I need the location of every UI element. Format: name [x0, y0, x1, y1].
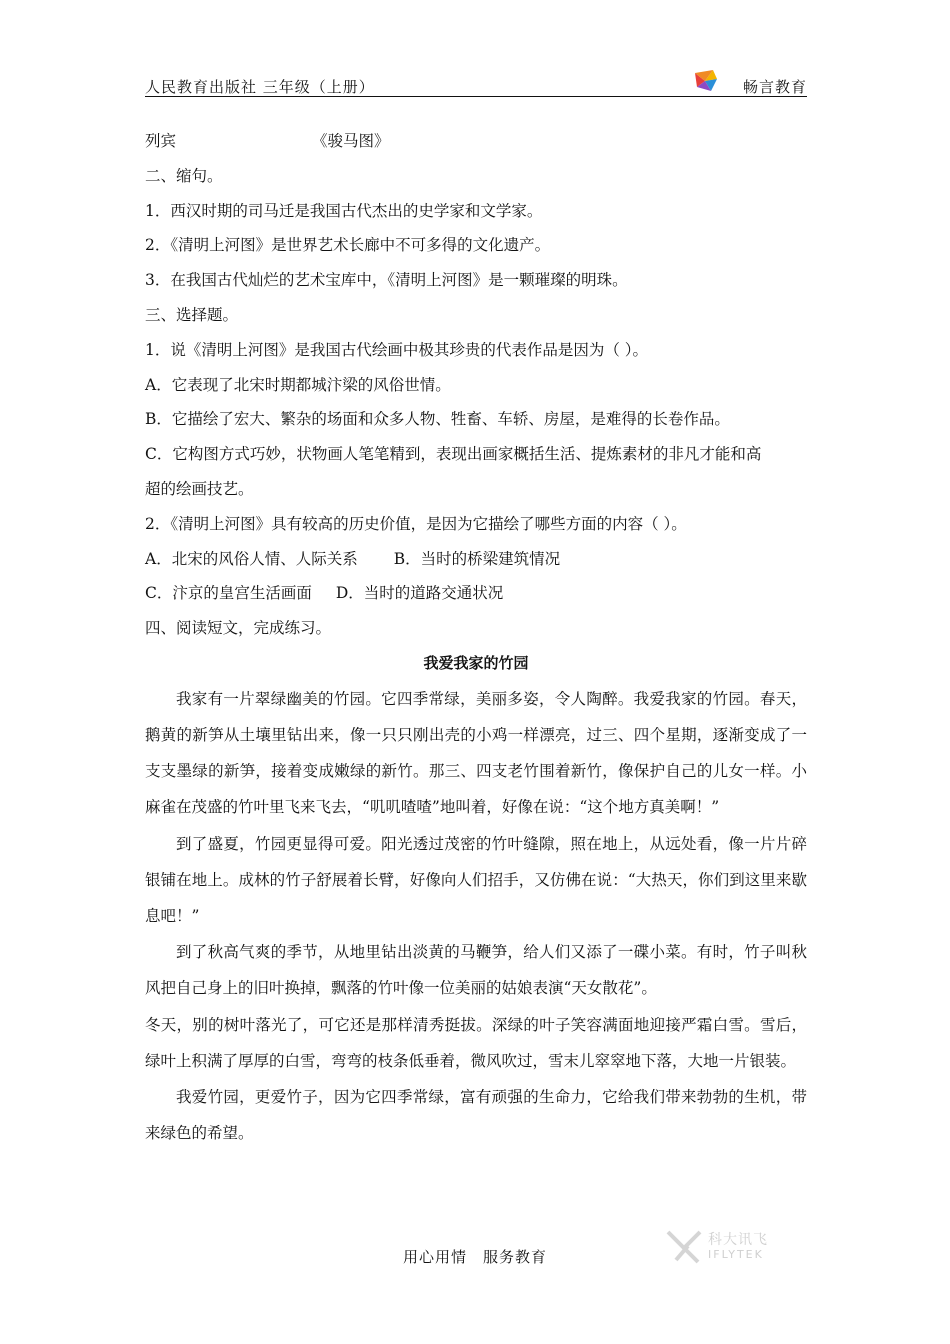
section-heading: 二、缩句。: [145, 166, 223, 185]
iflytek-watermark: [664, 1226, 788, 1268]
article-paragraph: 我家有一片翠绿幽美的竹园。它四季常绿，美丽多姿，令人陶醉。我爱我家的竹园。春天，鹅黄的新笋从土壤里钻出来，像一只只刚出壳的小鸡一样漂亮，过三、四个星期，逐渐变成了一支支墨绿的新笋，接着变成嫩绿的新竹。那三、四支老竹围着新竹，像保护自己的儿女一样。小麻雀在茂盛的竹叶里飞来飞去，“叽叽喳喳”地叫着，好像在说：“这个地方真美啊！”: [145, 689, 807, 817]
article-title: 我爱我家的竹园: [423, 653, 529, 672]
header-divider: [145, 96, 807, 97]
option-c: C．它构图方式巧妙，状物画人笔笔精到，表现出画家概括生活、提炼素材的非凡才能和高: [145, 445, 762, 464]
painting-title: 《骏马图》: [312, 132, 390, 150]
article-paragraph: 到了秋高气爽的季节，从地里钻出淡黄的马鞭笋，给人们又添了一碟小菜。有时，竹子叫秋风把自己身上的旧叶换掉，飘落的竹叶像一位美丽的姑娘表演“天女散花”。: [145, 943, 807, 998]
page-header: [145, 70, 807, 98]
footer-slogan-left: 用心用情: [402, 1248, 467, 1266]
option-b: B．当时的桥梁建筑情况: [393, 549, 561, 568]
changyan-logo-icon: [691, 67, 721, 95]
question-1: 1．说《清明上河图》是我国古代绘画中极其珍贵的代表作品是因为（ ）。: [145, 340, 649, 359]
article-paragraph: 我爱竹园，更爱竹子，因为它四季常绿，富有顽强的生命力，它给我们带来勃勃的生机，带来绿色的希望。: [145, 1087, 807, 1143]
section-heading: 三、选择题。: [145, 305, 239, 324]
sentence-item: 3．在我国古代灿烂的艺术宝库中，《清明上河图》是一颗璀璨的明珠。: [145, 271, 628, 290]
article-paragraph: 到了盛夏，竹园更显得可爱。阳光透过茂密的竹叶缝隙，照在地上，从远处看，像一片片碎银铺在地上。成林的竹子舒展着长臂，好像向人们招手，又仿佛在说：“大热天，你们到这里来歇息吧！”: [145, 834, 807, 925]
option-b: B．它描绘了宏大、繁杂的场面和众多人物、牲畜、车轿、房屋，是难得的长卷作品。: [145, 410, 730, 429]
article-paragraph: 冬天，别的树叶落光了，可它还是那样清秀挺拔。深绿的叶子笑容满面地迎接严霜白雪。雪后，绿叶上积满了厚厚的白雪，弯弯的枝条低垂着，微风吹过，雪末儿窣窣地下落，大地一片银装。: [145, 1015, 807, 1070]
option-c-continued: 超的绘画技艺。: [145, 479, 254, 498]
page-footer: [0, 1246, 950, 1267]
footer-slogan-right: 服务教育: [483, 1248, 548, 1266]
iflytek-logo-icon: [664, 1226, 704, 1266]
watermark-text: 科大讯飞: [708, 1232, 768, 1248]
header-publisher: 人民教育出版社 三年级（上册）: [145, 78, 375, 96]
sentence-item: 2．《清明上河图》是世界艺术长廊中不可多得的文化遗产。: [145, 236, 551, 255]
options-row: [145, 576, 807, 611]
pairing-line: [145, 124, 807, 159]
question-2: 2．《清明上河图》具有较高的历史价值，是因为它描绘了哪些方面的内容（ ）。: [145, 514, 687, 533]
options-row: [145, 542, 807, 577]
worksheet-content: [145, 124, 807, 1151]
option-c: C．汴京的皇宫生活画面: [145, 584, 312, 603]
header-brand: 畅言教育: [742, 78, 807, 96]
option-a: A．北宋的风俗人情、人际关系: [145, 549, 358, 568]
option-a: A．它表现了北宋时期都城汴梁的风俗世情。: [145, 375, 451, 394]
painter-name: 列宾: [145, 132, 177, 150]
sentence-item: 1．西汉时期的司马迁是我国古代杰出的史学家和文学家。: [145, 201, 543, 220]
option-d: D．当时的道路交通状况: [335, 584, 504, 603]
watermark-text-en: IFLYTEK: [708, 1248, 764, 1261]
section-heading: 四、阅读短文，完成练习。: [145, 619, 332, 638]
